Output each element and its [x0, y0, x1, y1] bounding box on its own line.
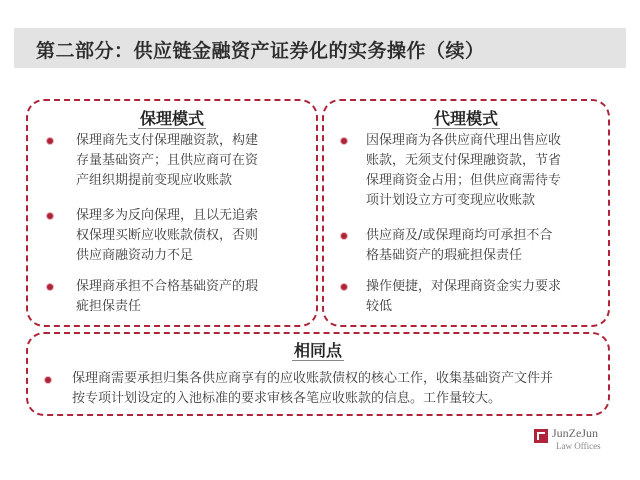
factoring-mode-panel [26, 99, 318, 327]
common-item-1: 保理商需要承担归集各供应商享有的应收账款债权的核心工作，收集基础资产文件并 按专项计划设定的入池标准的要求审核各笔应收账款的信息。工作量较大。 [72, 371, 554, 406]
bullet-icon [47, 213, 53, 219]
agency-item-1: 因保理商为各供应商代理出售应收 账款，无须支付保理融资款，节省 保理商资金占用；但供应商需待专 项计划设立方可变现应收账款 [366, 133, 562, 208]
bullet-icon [47, 138, 53, 144]
logo-name: JunZeJun [552, 426, 598, 440]
agency-mode-panel [322, 99, 610, 327]
factoring-item-2: 保理多为反向保理，且以无追索 权保理买断应收账款债权，否则 供应商融资动力不足 [76, 208, 259, 263]
agency-item-2: 供应商及/或保理商均可承担不合 格基础资产的瑕疵担保责任 [366, 228, 553, 263]
bullet-icon [47, 284, 53, 290]
factoring-item-1: 保理商先支付保理融资款，构建 存量基础资产；且供应商可在资 产组织期提前变现应收账款 [76, 133, 259, 188]
factoring-item-3: 保理商承担不合格基础资产的瑕 疵担保责任 [76, 279, 259, 314]
common-points-heading: 相同点 [293, 341, 342, 360]
factoring-mode-heading: 保理模式 [139, 109, 204, 128]
title-bar [14, 28, 626, 68]
logo-mark-icon [534, 429, 548, 443]
bullet-icon [341, 138, 347, 144]
slide-title: 第二部分：供应链金融资产证券化的实务操作（续） [36, 40, 485, 62]
agency-mode-heading: 代理模式 [433, 109, 498, 128]
common-points-panel [26, 332, 610, 416]
bullet-icon [45, 377, 51, 383]
logo-subtitle: Law Offices [556, 441, 601, 451]
junzejun-logo [534, 423, 630, 457]
bullet-icon [341, 233, 347, 239]
agency-item-3: 操作便捷，对保理商资金实力要求 较低 [366, 279, 562, 314]
bullet-icon [341, 284, 347, 290]
